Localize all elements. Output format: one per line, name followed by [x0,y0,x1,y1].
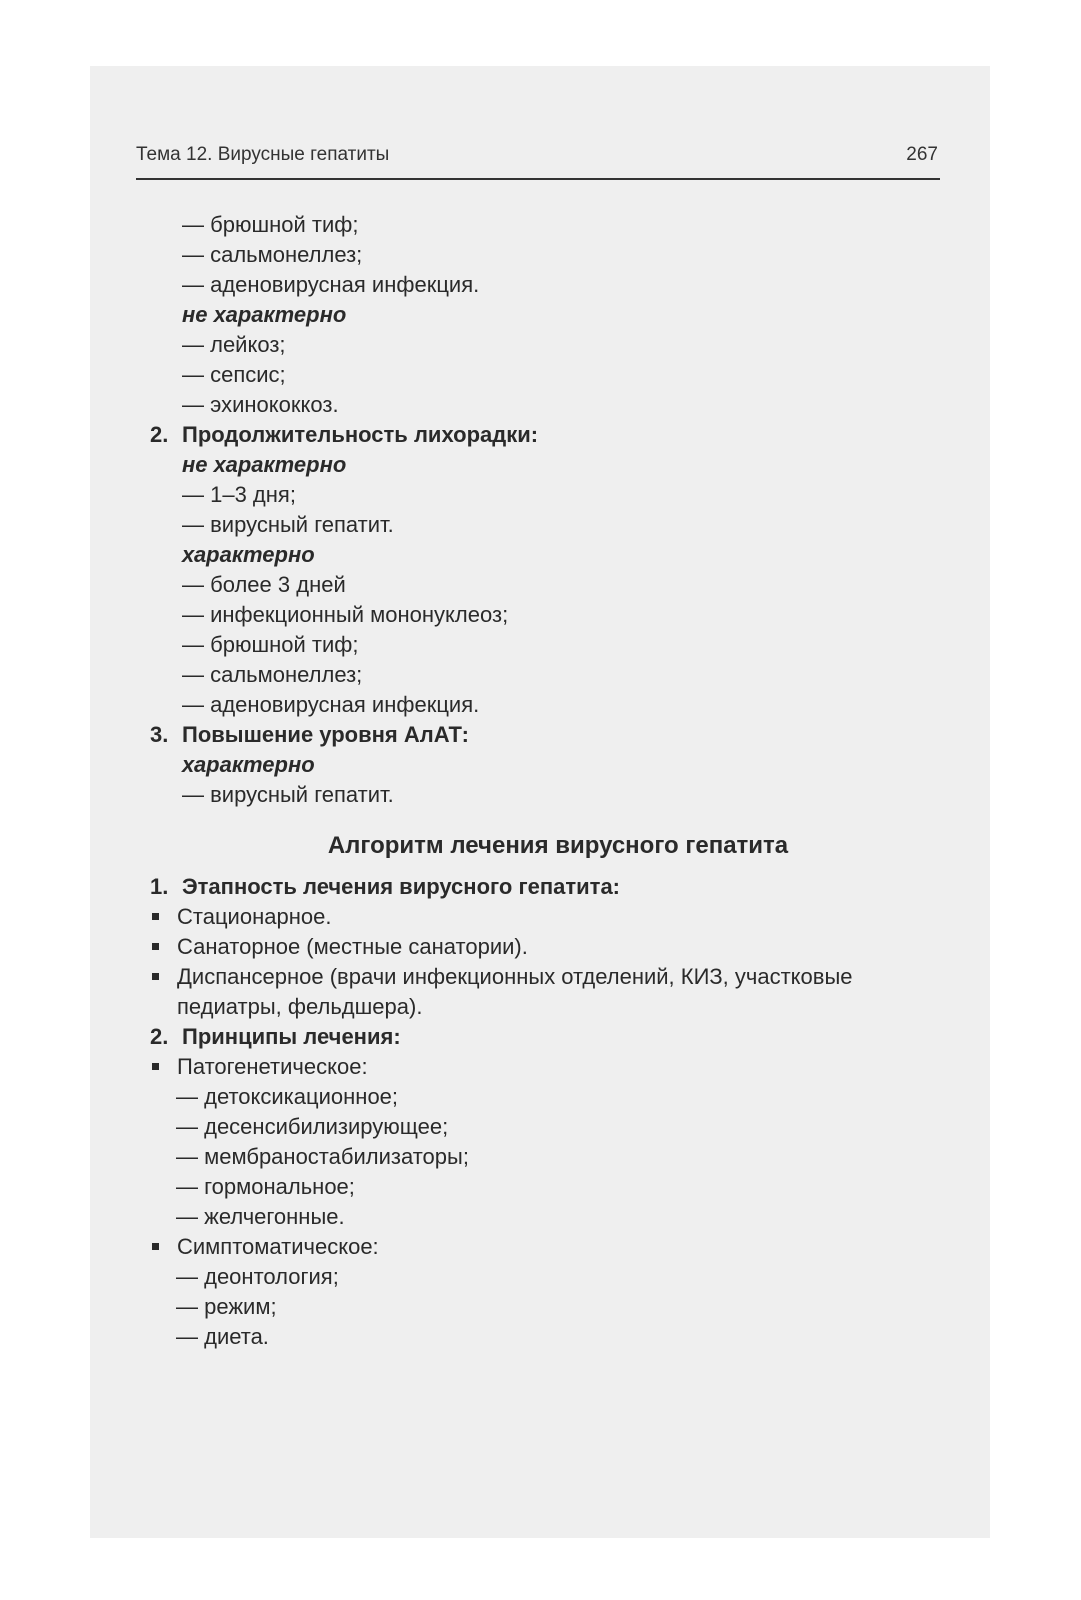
numbered-item [136,872,940,902]
bullet-text: Стационарное. [177,904,332,929]
list-item: — более 3 дней [182,572,346,597]
list-item: — сальмонеллез; [182,242,363,267]
list-item: — режим; [176,1294,277,1319]
running-title: Тема 12. Вирусные гепатиты [136,144,390,165]
list-item: — желчегонные. [176,1204,345,1229]
page-number: 267 [906,144,938,165]
list-item: — вирусный гепатит. [182,512,394,537]
list-item: — сепсис; [182,362,286,387]
list-item: — инфекционный мононуклеоз; [182,602,509,627]
list-item: — десенсибилизирующее; [176,1114,449,1139]
subheading-not-typical: не характерно [182,302,347,327]
item-number: 2. [150,422,169,447]
square-bullet-icon [152,1063,159,1070]
bullet-text: Патогенетическое: [177,1054,368,1079]
bullet-text: Диспансерное (врачи инфекционных отделений, КИЗ, участковые [177,964,853,989]
item-title: Принципы лечения: [182,1024,401,1049]
list-item: — мембраностабилизаторы; [176,1144,469,1169]
list-item: — сальмонеллез; [182,662,363,687]
list-item: — детоксикационное; [176,1084,399,1109]
bullet-text: Санаторное (местные санатории). [177,934,528,959]
item-number: 2. [150,1024,169,1049]
bullet-continuation: педиатры, фельдшера). [177,994,423,1019]
subheading-typical: характерно [182,542,315,567]
bullet-item [136,902,940,932]
item-title: Этапность лечения вирусного гепатита: [182,874,621,899]
square-bullet-icon [152,973,159,980]
list-item: — 1–3 дня; [182,482,296,507]
section-heading: Алгоритм лечения вирусного гепатита [327,832,789,859]
list-item: — эхинококкоз. [182,392,339,417]
numbered-item [136,420,940,450]
list-item: — деонтология; [176,1264,339,1289]
list-item: — вирусный гепатит. [182,782,394,807]
page-content [136,210,940,1352]
list-item: — лейкоз; [182,332,286,357]
numbered-item [136,720,940,750]
numbered-item [136,1022,940,1052]
list-item: — брюшной тиф; [182,212,359,237]
list-item: — аденовирусная инфекция. [182,272,480,297]
bullet-item [136,1052,940,1082]
bullet-text: Симптоматическое: [177,1234,379,1259]
item-title: Продолжительность лихорадки: [182,422,539,447]
item-number: 1. [150,874,169,899]
subheading-not-typical: не характерно [182,452,347,477]
list-item: — брюшной тиф; [182,632,359,657]
square-bullet-icon [152,913,159,920]
square-bullet-icon [152,943,159,950]
list-item: — гормональное; [176,1174,355,1199]
bullet-item [136,932,940,962]
list-item: — диета. [176,1324,269,1349]
item-title: Повышение уровня АлАТ: [182,722,470,747]
square-bullet-icon [152,1243,159,1250]
list-item: — аденовирусная инфекция. [182,692,480,717]
subheading-typical: характерно [182,752,315,777]
item-number: 3. [150,722,169,747]
bullet-item [136,1232,940,1262]
page-header [136,142,940,180]
bullet-item [136,962,940,992]
